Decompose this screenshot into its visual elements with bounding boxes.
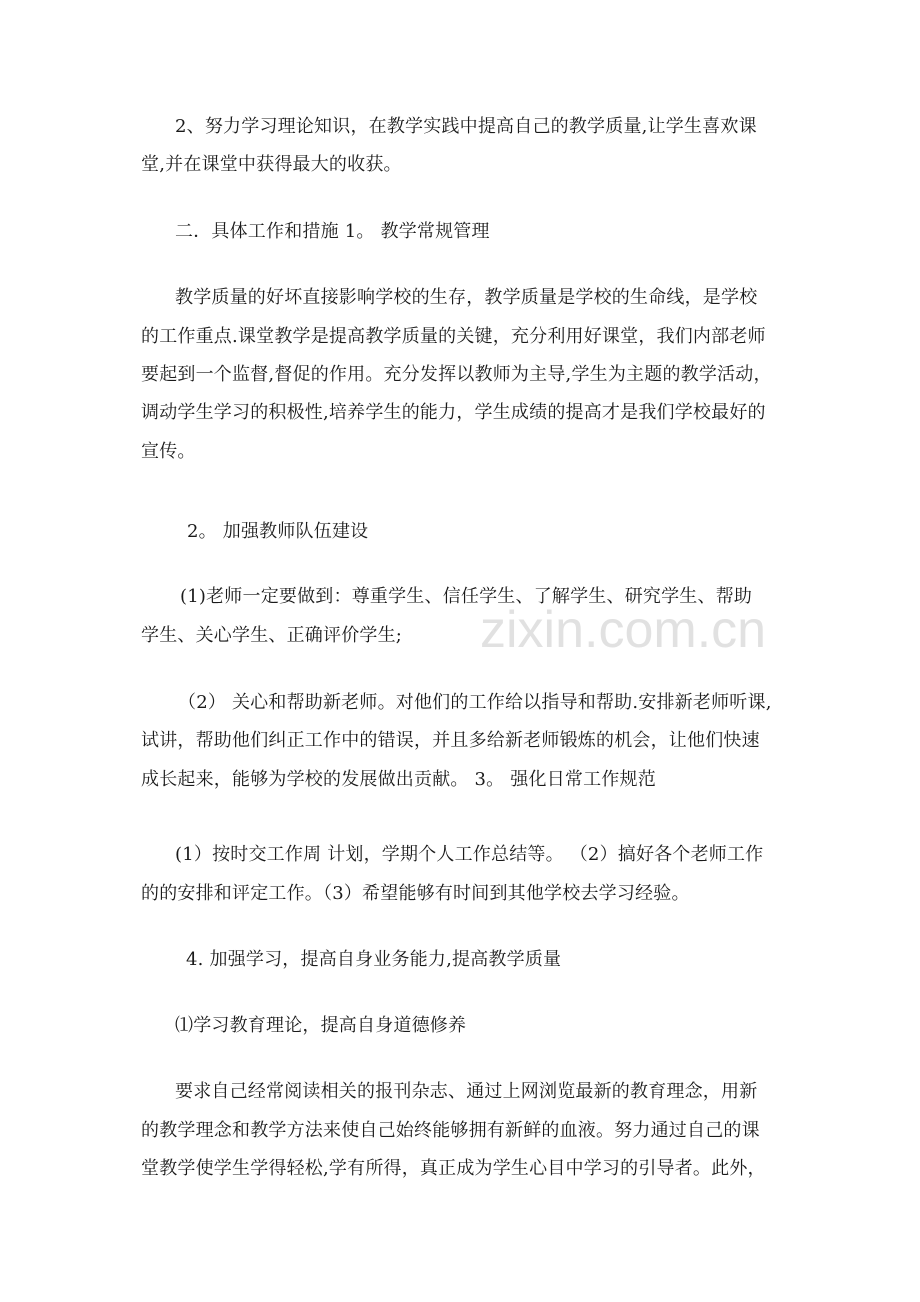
text-line: （2） 关心和帮助新老师。对他们的工作给以指导和帮助.安排新老师听课, — [178, 692, 772, 713]
text-line: (1）按时交工作周 计划，学期个人工作总结等。 （2）搞好各个老师工作 — [175, 844, 764, 865]
text-line: 要起到一个监督,督促的作用。充分发挥以教师为主导,学生为主题的教学活动， — [141, 364, 772, 385]
text-line: 成长起来，能够为学校的发展做出贡献。 3。 强化日常工作规范 — [141, 769, 656, 790]
text-line: 的的安排和评定工作。（3）希望能够有时间到其他学校去学习经验。 — [141, 883, 690, 904]
text-line: 学生、关心学生、正确评价学生; — [141, 625, 403, 646]
text-line: 2。 加强教师队伍建设 — [187, 521, 369, 542]
text-line: 要求自己经常阅读相关的报刊杂志、通过上网浏览最新的教育理念，用新 — [175, 1081, 758, 1102]
text-line: 宣传。 — [141, 441, 196, 462]
text-line: 二．具体工作和措施 1。 教学常规管理 — [175, 221, 490, 242]
watermark-text: zixin.com.cn — [480, 601, 767, 659]
text-line: 2、努力学习理论知识，在教学实践中提高自己的教学质量,让学生喜欢课 — [175, 116, 757, 137]
text-line: 堂,并在课堂中获得最大的收获。 — [141, 154, 402, 175]
text-line: 的工作重点.课堂教学是提高教学质量的关键，充分利用好课堂，我们内部老师 — [141, 326, 766, 347]
text-line: 4. 加强学习，提高自身业务能力,提高教学质量 — [186, 949, 562, 970]
text-line: 调动学生学习的积极性,培养学生的能力，学生成绩的提高才是我们学校最好的 — [141, 402, 766, 423]
text-line: 试讲，帮助他们纠正工作中的错误，并且多给新老师锻炼的机会，让他们快速 — [141, 730, 760, 751]
text-line: 堂教学使学生学得轻松,学有所得，真正成为学生心目中学习的引导者。此外， — [141, 1158, 766, 1179]
text-line: ⑴学习教育理论，提高自身道德修养 — [175, 1015, 467, 1036]
text-line: 教学质量的好坏直接影响学校的生存，教学质量是学校的生命线，是学校 — [175, 287, 758, 308]
text-line: (1)老师一定要做到：尊重学生、信任学生、了解学生、研究学生、帮助 — [180, 586, 753, 607]
text-line: 的教学理念和教学方法来使自己始终能够拥有新鲜的血液。努力通过自己的课 — [141, 1120, 760, 1141]
